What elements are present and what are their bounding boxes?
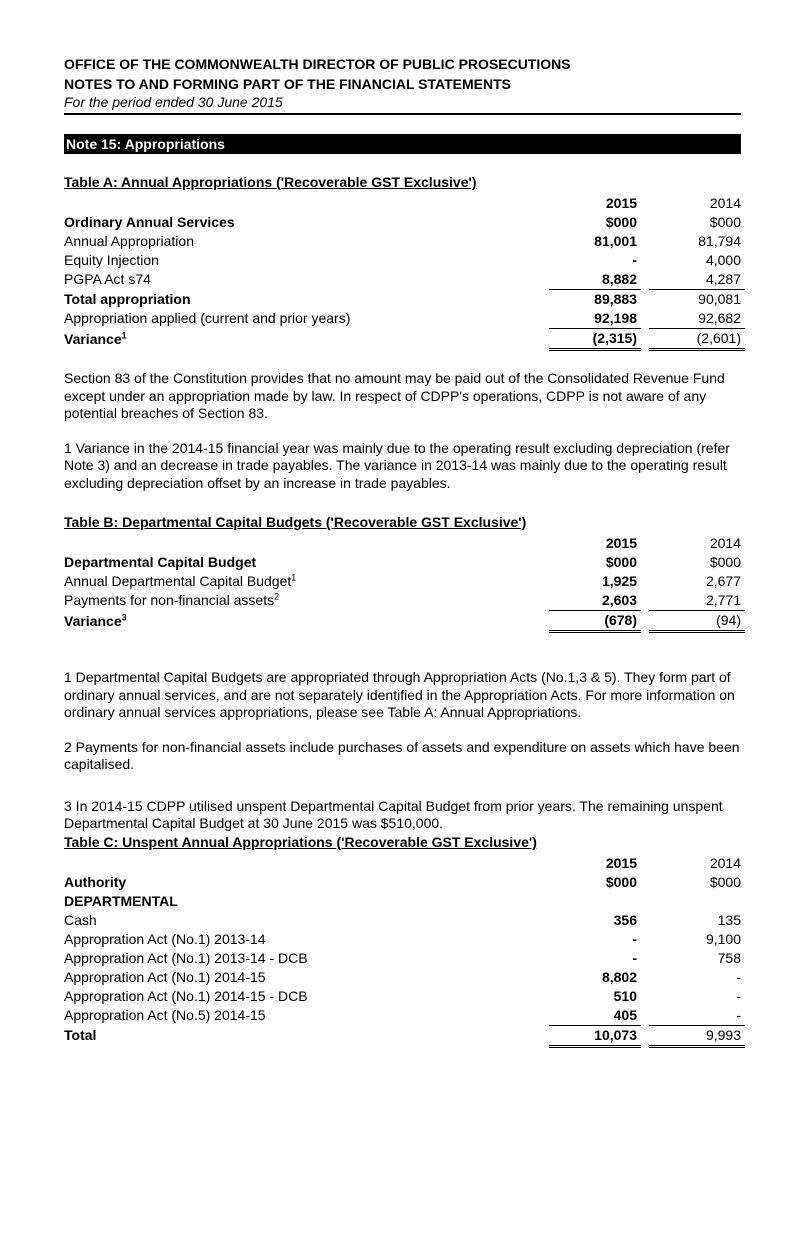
header-period: For the period ended 30 June 2015 [64, 94, 283, 110]
value-2014: 92,682 [649, 309, 745, 329]
col-2014-header: 2014 [709, 195, 741, 211]
table-row [64, 892, 745, 911]
value-2014: 2,677 [705, 573, 741, 589]
unit-2015: $000 [605, 214, 637, 230]
table-row [64, 194, 745, 213]
table-row [64, 854, 745, 873]
value-2014: - [649, 1006, 745, 1026]
unit-2014: $000 [709, 873, 741, 890]
value-2014: 135 [717, 911, 741, 928]
header-divider [64, 113, 741, 115]
row-label-text: Payments for non-financial assets [64, 592, 275, 609]
section-heading: Departmental Capital Budget [64, 554, 257, 570]
table-row [64, 968, 745, 987]
footnote-paragraph: 2 Payments for non-financial assets include purchases of assets and expenditure on assets which have been capitalised. [64, 738, 740, 772]
row-label-text: Variance [64, 330, 122, 347]
header-notes-title: NOTES TO AND FORMING PART OF THE FINANCIAL STATEMENTS [64, 76, 511, 92]
section-heading: Authority [64, 873, 127, 890]
row-label: Total appropriation [64, 290, 191, 307]
value-2015: 81,001 [594, 233, 637, 249]
col-2015-header: 2015 [605, 535, 637, 551]
table-row [64, 553, 745, 572]
value-2014: (94) [649, 611, 745, 632]
value-2015: (678) [549, 611, 641, 632]
footnote-paragraph: 1 Variance in the 2014-15 financial year was mainly due to the operating result excluding depreciation (refer Note 3) and an decrease in trade payables. The variance in 2013-14 was mainly due to the operating result excluding depreciation offset by an increase in trade payables. [64, 439, 730, 491]
footnote-marker: 1 [121, 329, 127, 340]
table-row [64, 329, 745, 350]
col-2015-header: 2015 [605, 854, 637, 871]
value-2014: 81,794 [698, 233, 741, 249]
note-title-bar: Note 15: Appropriations [64, 134, 741, 154]
value-2014: - [736, 968, 741, 985]
value-2014: 9,993 [649, 1025, 745, 1046]
row-label: Appropriation applied (current and prior years) [64, 310, 351, 327]
table-b [64, 534, 745, 633]
table-b-title: Table B: Departmental Capital Budgets ('Recoverable GST Exclusive') [64, 514, 527, 530]
row-label: Appropration Act (No.5) 2014-15 [64, 1006, 266, 1023]
footnote-marker: 1 [291, 572, 297, 583]
value-2015: 8,882 [549, 270, 641, 290]
row-label: Appropration Act (No.1) 2013-14 [64, 930, 266, 947]
table-row [64, 611, 745, 632]
row-label: PGPA Act s74 [64, 271, 151, 288]
footnote-paragraph: 1 Departmental Capital Budgets are appropriated through Appropriation Acts (No.1,3 & 5). They form part of ordinary annual services, and are not separately identified in the Appropriation Acts. For more information on ordinary annual services appropriations, please see Table A: Annual Appropriations. [64, 669, 735, 720]
col-2014-header: 2014 [709, 854, 741, 871]
footnote-marker: 2 [274, 591, 280, 602]
row-label: Appropration Act (No.1) 2013-14 - DCB [64, 949, 308, 966]
table-row [64, 213, 745, 232]
table-row [64, 930, 745, 949]
table-row [64, 1025, 745, 1046]
row-label [64, 329, 549, 350]
row-label [64, 591, 549, 611]
value-2015: 10,073 [549, 1025, 641, 1046]
value-2014: 758 [717, 949, 741, 966]
row-label-text: Variance [64, 612, 122, 629]
report-header [64, 54, 741, 115]
document-page [64, 54, 741, 1048]
value-2015: 2,603 [549, 591, 641, 611]
unit-2015: $000 [605, 554, 637, 570]
row-label: Annual Appropriation [64, 233, 194, 249]
col-2015-header: 2015 [605, 195, 637, 211]
value-2015: 510 [613, 987, 637, 1004]
table-a [64, 194, 745, 351]
section-subheading: DEPARTMENTAL [64, 892, 178, 909]
table-row [64, 911, 745, 930]
value-2015: 356 [613, 911, 637, 928]
value-2015: 1,925 [601, 573, 637, 589]
footnote-paragraph: 3 In 2014-15 CDPP utilised unspent Departmental Capital Budget from prior years. The remaining unspent Departmental Capital Budget at 30 June 2015 was $510,000. [64, 797, 723, 831]
value-2015: 8,802 [601, 968, 637, 985]
table-row [64, 270, 745, 290]
value-2015: - [632, 252, 637, 268]
table-row [64, 309, 745, 329]
table-c-title: Table C: Unspent Annual Appropriations ('Recoverable GST Exclusive') [64, 833, 537, 850]
row-label [64, 611, 549, 632]
table-row [64, 232, 745, 251]
table-row [64, 290, 745, 310]
value-2015: (2,315) [549, 329, 641, 350]
table-row [64, 949, 745, 968]
value-2015: - [632, 949, 637, 966]
table-row [64, 534, 745, 553]
row-label: Cash [64, 911, 97, 928]
table-row [64, 873, 745, 892]
row-label-text: Annual Departmental Capital Budget [64, 573, 292, 589]
value-2014: - [736, 987, 741, 1004]
value-2014: 4,287 [649, 270, 745, 290]
table-row [64, 1006, 745, 1026]
table-row [64, 251, 745, 270]
table-c [64, 854, 745, 1048]
row-label: Total [64, 1027, 97, 1043]
value-2014: 9,100 [705, 930, 741, 947]
table-a-title: Table A: Annual Appropriations ('Recoverable GST Exclusive') [64, 174, 477, 190]
constitution-paragraph: Section 83 of the Constitution provides that no amount may be paid out of the Consolidated Revenue Fund except under an appropriation made by law. In respect of CDPP's operations, CDPP is not aware of any potential breaches of Section 83. [64, 370, 725, 421]
value-2014: 90,081 [698, 291, 741, 307]
row-label: Appropration Act (No.1) 2014-15 [64, 968, 266, 985]
footnote-marker: 3 [121, 611, 127, 622]
value-2014: 2,771 [649, 591, 745, 611]
value-2014: 4,000 [705, 252, 741, 268]
unit-2014: $000 [709, 554, 741, 570]
unit-2015: $000 [605, 873, 637, 890]
row-label [64, 572, 549, 591]
table-row [64, 987, 745, 1006]
value-2015: 92,198 [549, 309, 641, 329]
value-2014: (2,601) [649, 329, 745, 350]
header-agency: OFFICE OF THE COMMONWEALTH DIRECTOR OF PUBLIC PROSECUTIONS [64, 56, 571, 72]
row-label: Equity Injection [64, 252, 159, 268]
table-row [64, 572, 745, 591]
col-2014-header: 2014 [709, 535, 741, 551]
value-2015: - [632, 930, 637, 947]
unit-2014: $000 [709, 214, 741, 230]
value-2015: 405 [549, 1006, 641, 1026]
value-2015: 89,883 [594, 291, 637, 307]
table-row [64, 591, 745, 611]
row-label: Appropration Act (No.1) 2014-15 - DCB [64, 987, 308, 1004]
section-heading: Ordinary Annual Services [64, 214, 235, 230]
